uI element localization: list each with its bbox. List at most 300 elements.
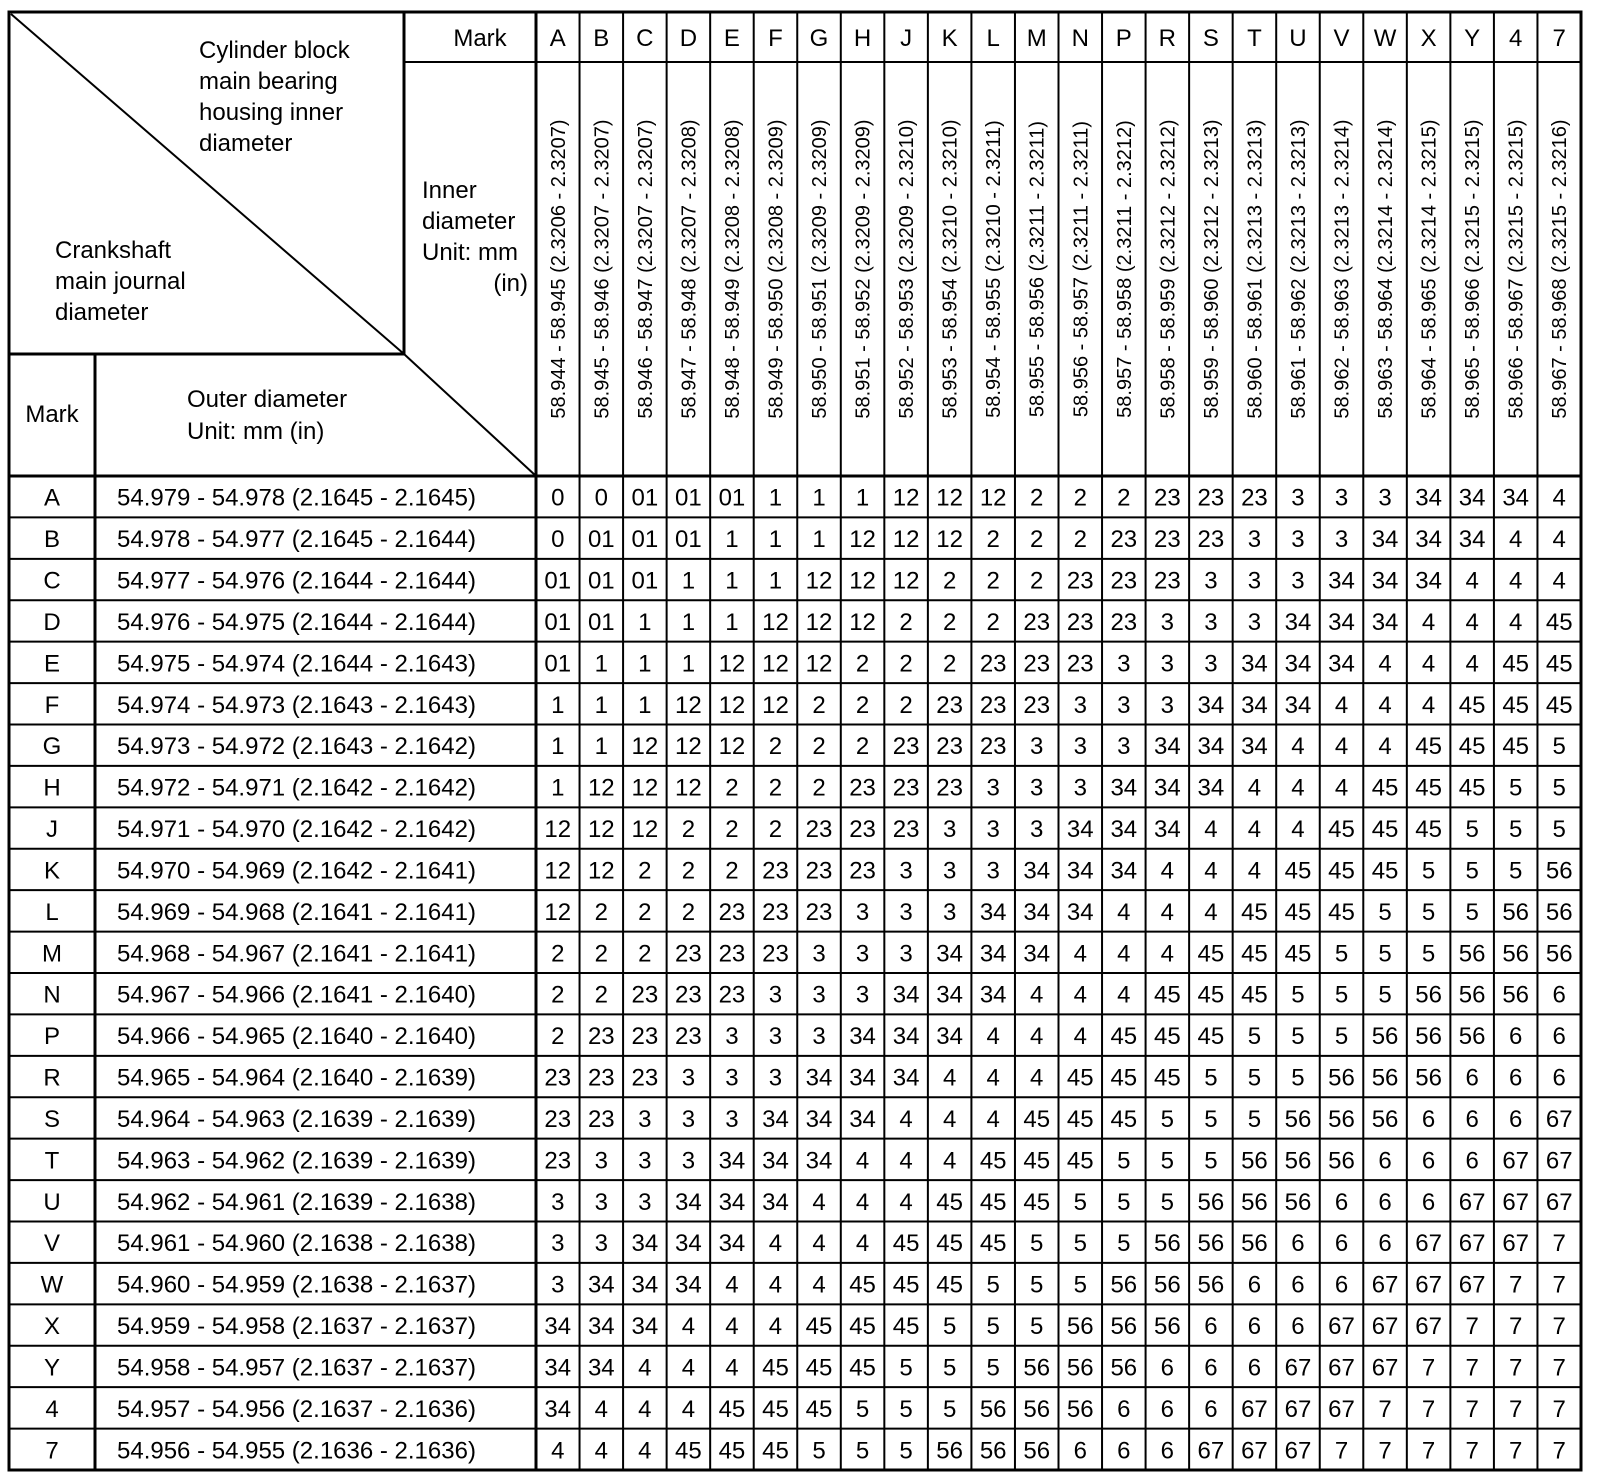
- bearing-grade-cell: 4: [1030, 981, 1044, 1009]
- bearing-grade-cell: 6: [1465, 1147, 1479, 1175]
- bearing-grade-cell: 3: [594, 1147, 608, 1175]
- bearing-grade-cell: 4: [1378, 650, 1392, 678]
- bearing-grade-cell: 45: [1328, 857, 1355, 885]
- bearing-grade-cell: 34: [1371, 608, 1399, 636]
- bearing-grade-cell: 2: [1030, 526, 1044, 554]
- bearing-grade-cell: 45: [936, 1188, 963, 1216]
- column-inner-diameter: 58.967 - 58.968 (2.3215 - 2.3216): [1549, 119, 1572, 419]
- bearing-grade-cell: 3: [1204, 567, 1218, 595]
- bearing-grade-cell: 67: [1415, 1313, 1442, 1341]
- bearing-grade-cell: 12: [544, 857, 572, 885]
- column-mark: T: [1247, 25, 1262, 52]
- column-mark: D: [679, 25, 698, 52]
- bearing-grade-cell: 7: [1378, 1395, 1392, 1423]
- bearing-grade-cell: 45: [1545, 650, 1573, 678]
- bearing-grade-cell: 56: [1154, 1313, 1181, 1341]
- bearing-grade-cell: 67: [1241, 1437, 1268, 1465]
- bearing-grade-cell: 23: [805, 898, 833, 926]
- column-inner-diameter: 58.955 - 58.956 (2.3211 - 2.3211): [1026, 120, 1049, 418]
- row-outer-diameter: 54.979 - 54.978 (2.1645 - 2.1645): [117, 484, 476, 512]
- bearing-grade-cell: 3: [1117, 733, 1131, 761]
- bearing-grade-cell: 45: [1066, 1147, 1094, 1175]
- bearing-grade-cell: 34: [718, 1147, 746, 1175]
- bearing-grade-cell: 56: [1154, 1230, 1181, 1258]
- bearing-grade-cell: 4: [1117, 981, 1131, 1009]
- bearing-grade-cell: 56: [1371, 1023, 1399, 1051]
- bearing-grade-cell: 34: [1197, 733, 1225, 761]
- outer-diameter-label: Outer diameter: [187, 386, 348, 413]
- bearing-grade-cell: 7: [1552, 1395, 1566, 1423]
- bearing-grade-cell: 67: [1371, 1354, 1399, 1382]
- crankshaft-title: diameter: [55, 299, 149, 326]
- bearing-grade-cell: 5: [1509, 774, 1523, 802]
- bearing-grade-cell: 12: [849, 567, 876, 595]
- bearing-grade-cell: 1: [768, 567, 783, 595]
- bearing-grade-cell: 4: [1204, 857, 1218, 885]
- column-inner-diameter: 58.948 - 58.949 (2.3208 - 2.3208): [721, 119, 744, 419]
- bearing-grade-cell: 34: [1284, 608, 1312, 636]
- bearing-grade-cell: 56: [1502, 981, 1530, 1009]
- bearing-grade-cell: 45: [1458, 691, 1486, 719]
- column-mark: W: [1373, 25, 1397, 52]
- bearing-grade-cell: 3: [1204, 608, 1218, 636]
- bearing-grade-cell: 6: [1160, 1437, 1175, 1465]
- bearing-grade-cell: 23: [849, 774, 876, 802]
- bearing-grade-cell: 34: [1066, 816, 1094, 844]
- row-mark: T: [44, 1147, 60, 1175]
- bearing-grade-cell: 34: [1241, 733, 1268, 761]
- bearing-grade-cell: 23: [1110, 567, 1138, 595]
- row-mark: M: [42, 940, 62, 968]
- bearing-grade-cell: 6: [1073, 1437, 1087, 1465]
- bearing-grade-cell: 56: [1197, 1271, 1225, 1299]
- bearing-grade-cell: 4: [725, 1271, 739, 1299]
- bearing-grade-cell: 4: [1552, 484, 1566, 512]
- bearing-grade-cell: 34: [979, 940, 1007, 968]
- bearing-grade-cell: 7: [1465, 1395, 1479, 1423]
- bearing-grade-cell: 4: [1465, 608, 1479, 636]
- bearing-grade-cell: 1: [551, 774, 565, 802]
- bearing-grade-cell: 45: [805, 1313, 833, 1341]
- bearing-grade-cell: 3: [725, 1064, 739, 1092]
- bearing-grade-cell: 34: [1023, 898, 1051, 926]
- bearing-grade-cell: 6: [1509, 1064, 1523, 1092]
- bearing-grade-cell: 4: [725, 1313, 739, 1341]
- bearing-grade-cell: 3: [1073, 733, 1087, 761]
- bearing-grade-cell: 2: [638, 898, 652, 926]
- bearing-grade-cell: 34: [675, 1188, 702, 1216]
- bearing-grade-cell: 1: [638, 691, 652, 719]
- bearing-grade-cell: 34: [1371, 526, 1399, 554]
- bearing-grade-cell: 45: [1284, 898, 1312, 926]
- bearing-grade-cell: 34: [631, 1230, 659, 1258]
- row-mark: A: [43, 484, 61, 512]
- bearing-grade-cell: 5: [1247, 1023, 1262, 1051]
- bearing-grade-cell: 45: [1023, 1147, 1051, 1175]
- bearing-grade-cell: 4: [855, 1188, 870, 1216]
- bearing-grade-cell: 5: [986, 1354, 1000, 1382]
- bearing-grade-cell: 56: [1545, 898, 1573, 926]
- bearing-grade-cell: 4: [812, 1271, 826, 1299]
- bearing-grade-cell: 56: [1328, 1105, 1355, 1133]
- bearing-grade-cell: 12: [892, 567, 920, 595]
- bearing-grade-cell: 5: [1247, 1105, 1262, 1133]
- bearing-grade-cell: 5: [1160, 1147, 1175, 1175]
- bearing-grade-cell: 23: [762, 940, 789, 968]
- row-mark: H: [43, 774, 61, 802]
- bearing-grade-cell: 56: [1502, 940, 1530, 968]
- bearing-grade-cell: 5: [1378, 940, 1392, 968]
- bearing-grade-cell: 5: [1509, 857, 1523, 885]
- bearing-grade-cell: 56: [1545, 857, 1573, 885]
- row-mark: N: [43, 981, 61, 1009]
- bearing-grade-cell: 3: [768, 1064, 783, 1092]
- bearing-grade-cell: 3: [942, 898, 957, 926]
- column-inner-diameter: 58.954 - 58.955 (2.3210 - 2.3211): [983, 120, 1006, 418]
- bearing-grade-cell: 56: [1458, 981, 1486, 1009]
- bearing-grade-cell: 45: [1502, 733, 1530, 761]
- row-outer-diameter: 54.965 - 54.964 (2.1640 - 2.1639): [117, 1064, 476, 1092]
- bearing-grade-cell: 12: [587, 816, 615, 844]
- row-mark: G: [42, 733, 62, 761]
- column-mark: 4: [1509, 25, 1523, 52]
- column-inner-diameter: 58.965 - 58.966 (2.3215 - 2.3215): [1462, 119, 1485, 419]
- bearing-grade-cell: 12: [631, 774, 659, 802]
- column-inner-diameter: 58.951 - 58.952 (2.3209 - 2.3209): [852, 119, 875, 419]
- bearing-grade-cell: 56: [1241, 1230, 1268, 1258]
- bearing-grade-cell: 23: [587, 1105, 615, 1133]
- bearing-grade-cell: 1: [725, 567, 739, 595]
- bearing-grade-cell: 12: [587, 774, 615, 802]
- bearing-grade-cell: 34: [762, 1105, 789, 1133]
- bearing-grade-cell: 4: [1378, 691, 1392, 719]
- bearing-grade-cell: 34: [849, 1064, 876, 1092]
- inner-diameter-label: (in): [493, 270, 528, 297]
- bearing-grade-cell: 56: [1284, 1147, 1312, 1175]
- bearing-grade-cell: 3: [594, 1188, 608, 1216]
- bearing-grade-cell: 34: [1502, 484, 1530, 512]
- bearing-grade-cell: 45: [849, 1271, 876, 1299]
- bearing-grade-cell: 2: [1030, 484, 1044, 512]
- bearing-grade-cell: 2: [942, 608, 957, 636]
- bearing-grade-cell: 4: [1117, 898, 1131, 926]
- bearing-grade-cell: 1: [681, 650, 696, 678]
- bearing-grade-cell: 56: [1066, 1313, 1094, 1341]
- bearing-grade-cell: 0: [551, 526, 565, 554]
- bearing-grade-cell: 1: [551, 691, 565, 719]
- bearing-grade-cell: 6: [1378, 1188, 1392, 1216]
- bearing-grade-cell: 23: [849, 816, 876, 844]
- row-outer-diameter: 54.959 - 54.958 (2.1637 - 2.1637): [117, 1313, 476, 1341]
- bearing-grade-cell: 67: [1371, 1313, 1399, 1341]
- bearing-grade-cell: 2: [551, 940, 565, 968]
- bearing-grade-cell: 56: [1502, 898, 1530, 926]
- bearing-grade-cell: 56: [1110, 1271, 1138, 1299]
- bearing-grade-cell: 4: [1509, 608, 1523, 636]
- bearing-grade-cell: 6: [1334, 1271, 1349, 1299]
- bearing-grade-cell: 2: [812, 733, 826, 761]
- bearing-grade-cell: 7: [1509, 1395, 1523, 1423]
- column-mark-label: Mark: [453, 25, 507, 52]
- bearing-grade-cell: 5: [942, 1354, 957, 1382]
- bearing-grade-cell: 4: [986, 1105, 1000, 1133]
- bearing-grade-cell: 34: [1241, 650, 1268, 678]
- bearing-grade-cell: 5: [1378, 898, 1392, 926]
- bearing-grade-cell: 3: [1334, 484, 1349, 512]
- bearing-grade-cell: 5: [1334, 981, 1349, 1009]
- bearing-grade-cell: 3: [1334, 526, 1349, 554]
- cylinder-block-title: diameter: [199, 130, 293, 157]
- bearing-grade-cell: 2: [986, 526, 1000, 554]
- bearing-grade-cell: 56: [1284, 1188, 1312, 1216]
- bearing-grade-cell: 1: [725, 608, 739, 636]
- bearing-grade-cell: 56: [1328, 1064, 1355, 1092]
- bearing-grade-cell: 3: [986, 816, 1000, 844]
- bearing-grade-cell: 4: [899, 1188, 913, 1216]
- bearing-grade-cell: 3: [638, 1188, 652, 1216]
- column-mark: H: [853, 25, 872, 52]
- bearing-grade-cell: 34: [631, 1271, 659, 1299]
- bearing-grade-cell: 45: [1284, 940, 1312, 968]
- bearing-grade-cell: 7: [1421, 1354, 1436, 1382]
- bearing-grade-cell: 5: [855, 1395, 870, 1423]
- bearing-grade-cell: 3: [1117, 691, 1131, 719]
- bearing-grade-cell: 5: [1160, 1105, 1175, 1133]
- bearing-grade-cell: 45: [1328, 816, 1355, 844]
- column-mark: K: [941, 25, 958, 52]
- bearing-grade-cell: 34: [1154, 816, 1181, 844]
- bearing-grade-cell: 4: [1378, 733, 1392, 761]
- bearing-grade-cell: 67: [1502, 1230, 1530, 1258]
- bearing-grade-cell: 67: [1371, 1271, 1399, 1299]
- bearing-grade-cell: 45: [1197, 1023, 1225, 1051]
- bearing-grade-cell: 6: [1334, 1188, 1349, 1216]
- bearing-grade-cell: 6: [1509, 1105, 1523, 1133]
- bearing-grade-cell: 56: [1241, 1147, 1268, 1175]
- row-mark: V: [43, 1230, 61, 1258]
- bearing-grade-cell: 45: [979, 1230, 1007, 1258]
- bearing-grade-cell: 45: [805, 1395, 833, 1423]
- column-mark: X: [1420, 25, 1437, 52]
- bearing-grade-cell: 34: [1415, 526, 1442, 554]
- bearing-grade-cell: 5: [899, 1395, 913, 1423]
- bearing-grade-cell: 6: [1378, 1147, 1392, 1175]
- bearing-grade-cell: 12: [587, 857, 615, 885]
- bearing-grade-cell: 4: [768, 1271, 783, 1299]
- row-outer-diameter: 54.968 - 54.967 (2.1641 - 2.1641): [117, 940, 476, 968]
- bearing-grade-cell: 23: [936, 733, 963, 761]
- bearing-grade-cell: 34: [1241, 691, 1268, 719]
- bearing-grade-cell: 2: [638, 857, 652, 885]
- bearing-grade-cell: 1: [638, 608, 652, 636]
- bearing-grade-cell: 12: [762, 608, 789, 636]
- bearing-grade-cell: 7: [1552, 1437, 1566, 1465]
- bearing-grade-cell: 12: [631, 816, 659, 844]
- bearing-grade-cell: 5: [1204, 1105, 1218, 1133]
- bearing-grade-cell: 4: [942, 1105, 957, 1133]
- bearing-grade-cell: 7: [1421, 1437, 1436, 1465]
- bearing-grade-cell: 0: [594, 484, 608, 512]
- bearing-grade-cell: 2: [942, 567, 957, 595]
- bearing-grade-cell: 45: [1154, 1064, 1181, 1092]
- bearing-grade-cell: 23: [1023, 650, 1051, 678]
- bearing-grade-cell: 34: [1458, 526, 1486, 554]
- bearing-grade-cell: 45: [1458, 774, 1486, 802]
- bearing-grade-cell: 67: [1415, 1271, 1442, 1299]
- bearing-grade-cell: 7: [1334, 1437, 1349, 1465]
- column-mark: J: [900, 25, 913, 52]
- bearing-grade-cell: 34: [544, 1354, 572, 1382]
- bearing-grade-cell: 2: [725, 816, 739, 844]
- row-mark: Y: [43, 1354, 61, 1382]
- bearing-grade-cell: 5: [1291, 1023, 1305, 1051]
- bearing-grade-cell: 34: [1023, 940, 1051, 968]
- bearing-grade-cell: 23: [544, 1147, 572, 1175]
- column-mark: R: [1158, 25, 1177, 52]
- bearing-grade-cell: 23: [1066, 567, 1094, 595]
- bearing-grade-cell: 45: [762, 1395, 789, 1423]
- bearing-grade-cell: 5: [1117, 1147, 1131, 1175]
- bearing-grade-cell: 23: [587, 1064, 615, 1092]
- bearing-grade-cell: 5: [1552, 816, 1566, 844]
- bearing-grade-cell: 23: [587, 1023, 615, 1051]
- column-mark: F: [768, 25, 783, 52]
- row-outer-diameter: 54.956 - 54.955 (2.1636 - 2.1636): [117, 1437, 476, 1465]
- bearing-grade-cell: 12: [718, 733, 746, 761]
- bearing-grade-cell: 56: [1371, 1064, 1399, 1092]
- bearing-grade-cell: 67: [1415, 1230, 1442, 1258]
- bearing-grade-cell: 45: [979, 1188, 1007, 1216]
- bearing-grade-cell: 34: [762, 1147, 789, 1175]
- row-mark: S: [43, 1105, 61, 1133]
- bearing-grade-cell: 34: [1415, 484, 1442, 512]
- crankshaft-title: main journal: [55, 268, 186, 295]
- bearing-grade-cell: 6: [1160, 1395, 1175, 1423]
- row-mark: D: [43, 608, 61, 636]
- bearing-grade-cell: 4: [1160, 857, 1175, 885]
- bearing-grade-cell: 4: [1160, 898, 1175, 926]
- bearing-grade-cell: 5: [1073, 1188, 1087, 1216]
- bearing-grade-cell: 56: [1415, 1023, 1442, 1051]
- bearing-grade-cell: 1: [768, 526, 783, 554]
- bearing-grade-cell: 34: [544, 1395, 572, 1423]
- column-inner-diameter: 58.964 - 58.965 (2.3214 - 2.3215): [1418, 119, 1441, 419]
- bearing-grade-cell: 34: [805, 1064, 833, 1092]
- bearing-grade-cell: 6: [1160, 1354, 1175, 1382]
- bearing-grade-cell: 12: [718, 650, 746, 678]
- bearing-grade-cell: 67: [1284, 1354, 1312, 1382]
- bearing-grade-cell: 45: [1241, 940, 1268, 968]
- bearing-grade-cell: 23: [631, 1023, 659, 1051]
- bearing-grade-cell: 67: [1284, 1437, 1312, 1465]
- bearing-grade-cell: 3: [812, 1023, 826, 1051]
- bearing-grade-cell: 5: [1291, 981, 1305, 1009]
- bearing-grade-cell: 3: [768, 981, 783, 1009]
- bearing-grade-cell: 34: [718, 1230, 746, 1258]
- bearing-grade-cell: 7: [1509, 1271, 1523, 1299]
- bearing-grade-cell: 45: [1066, 1105, 1094, 1133]
- bearing-grade-cell: 2: [986, 567, 1000, 595]
- bearing-grade-cell: 4: [1509, 567, 1523, 595]
- bearing-grade-cell: 01: [544, 650, 572, 678]
- bearing-grade-cell: 34: [979, 981, 1007, 1009]
- bearing-grade-cell: 67: [1328, 1395, 1355, 1423]
- column-inner-diameter: 58.949 - 58.950 (2.3208 - 2.3209): [765, 119, 788, 419]
- bearing-grade-cell: 7: [1465, 1313, 1479, 1341]
- bearing-grade-cell: 5: [1291, 1064, 1305, 1092]
- bearing-grade-cell: 6: [1291, 1230, 1305, 1258]
- bearing-grade-cell: 3: [812, 981, 826, 1009]
- bearing-grade-cell: 3: [681, 1105, 696, 1133]
- bearing-grade-cell: 4: [725, 1354, 739, 1382]
- bearing-grade-cell: 01: [544, 608, 572, 636]
- bearing-grade-cell: 5: [1030, 1313, 1044, 1341]
- bearing-grade-cell: 34: [1110, 816, 1138, 844]
- bearing-grade-cell: 01: [631, 526, 659, 554]
- bearing-grade-cell: 3: [899, 857, 913, 885]
- bearing-grade-cell: 2: [942, 650, 957, 678]
- bearing-grade-cell: 56: [1023, 1395, 1051, 1423]
- bearing-grade-cell: 6: [1247, 1313, 1262, 1341]
- column-mark: P: [1115, 25, 1132, 52]
- bearing-grade-cell: 45: [892, 1230, 920, 1258]
- bearing-grade-cell: 5: [1334, 940, 1349, 968]
- bearing-grade-cell: 01: [631, 567, 659, 595]
- column-inner-diameter: 58.959 - 58.960 (2.3212 - 2.3213): [1200, 119, 1223, 419]
- bearing-grade-cell: 67: [1545, 1105, 1573, 1133]
- bearing-grade-cell: 34: [1284, 691, 1312, 719]
- bearing-grade-cell: 2: [899, 608, 913, 636]
- bearing-grade-cell: 45: [1415, 816, 1442, 844]
- column-inner-diameter: 58.946 - 58.947 (2.3207 - 2.3207): [634, 119, 657, 419]
- bearing-grade-cell: 23: [1154, 484, 1181, 512]
- bearing-grade-cell: 7: [1378, 1437, 1392, 1465]
- bearing-grade-cell: 34: [1110, 857, 1138, 885]
- bearing-grade-cell: 5: [1204, 1064, 1218, 1092]
- bearing-grade-cell: 6: [1291, 1271, 1305, 1299]
- bearing-grade-cell: 3: [812, 940, 826, 968]
- bearing-grade-cell: 6: [1204, 1395, 1218, 1423]
- bearing-grade-cell: 23: [718, 940, 746, 968]
- column-inner-diameter: 58.952 - 58.953 (2.3209 - 2.3210): [896, 119, 919, 419]
- row-mark: C: [43, 567, 61, 595]
- bearing-grade-cell: 23: [1023, 691, 1051, 719]
- bearing-grade-cell: 5: [899, 1354, 913, 1382]
- bearing-grade-cell: 3: [1117, 650, 1131, 678]
- column-inner-diameter: 58.945 - 58.946 (2.3207 - 2.3207): [591, 119, 614, 419]
- bearing-grade-cell: 34: [936, 1023, 963, 1051]
- bearing-grade-cell: 4: [812, 1188, 826, 1216]
- crankshaft-title: Crankshaft: [55, 237, 172, 264]
- bearing-grade-cell: 5: [1421, 857, 1436, 885]
- bearing-grade-cell: 01: [718, 484, 746, 512]
- bearing-grade-cell: 67: [1545, 1147, 1573, 1175]
- bearing-grade-cell: 01: [675, 526, 702, 554]
- bearing-grade-cell: 23: [805, 816, 833, 844]
- row-outer-diameter: 54.976 - 54.975 (2.1644 - 2.1644): [117, 608, 476, 636]
- bearing-grade-cell: 01: [544, 567, 572, 595]
- bearing-grade-cell: 4: [1117, 940, 1131, 968]
- bearing-grade-cell: 5: [1465, 816, 1479, 844]
- bearing-grade-cell: 5: [899, 1437, 913, 1465]
- diagonal-divider-bottom: [404, 354, 536, 476]
- bearing-grade-cell: 45: [849, 1313, 876, 1341]
- bearing-grade-cell: 5: [1160, 1188, 1175, 1216]
- bearing-grade-cell: 2: [681, 816, 696, 844]
- bearing-grade-cell: 3: [986, 774, 1000, 802]
- bearing-grade-cell: 45: [1197, 940, 1225, 968]
- bearing-grade-cell: 12: [762, 650, 789, 678]
